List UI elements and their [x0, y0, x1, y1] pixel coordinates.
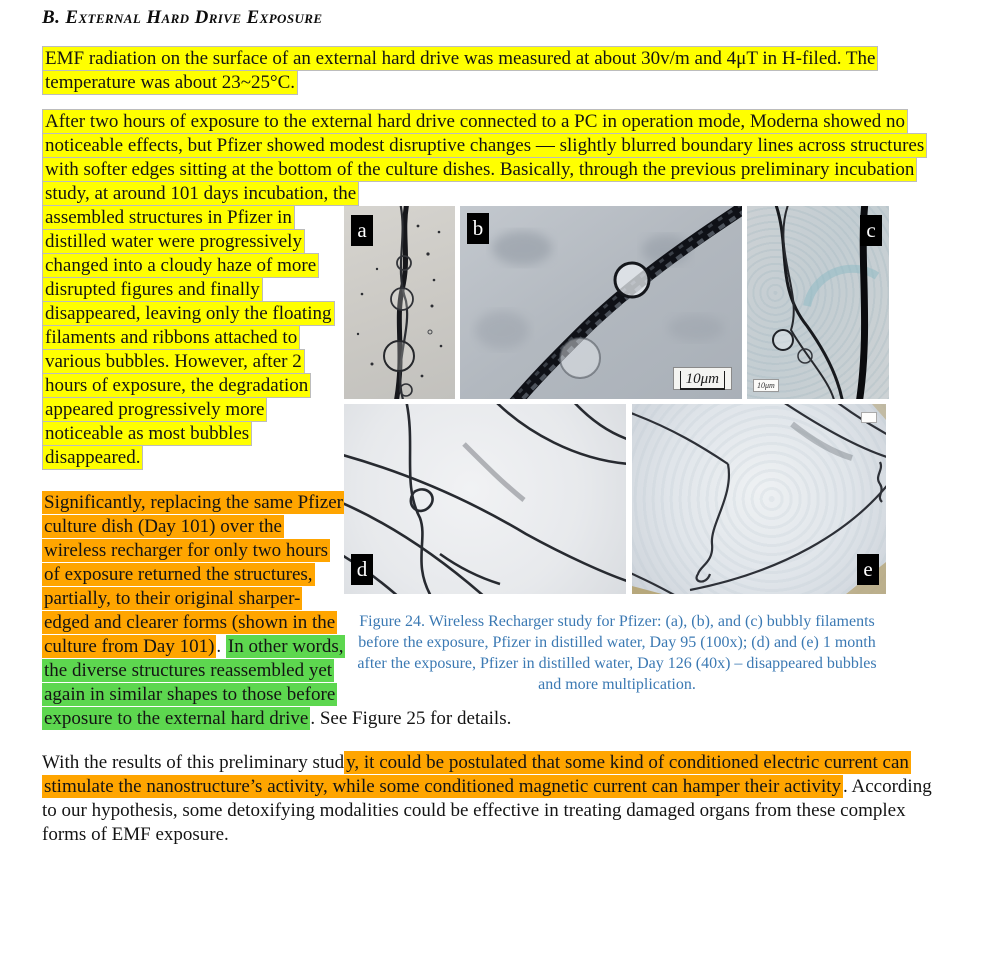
panel-label-c: c — [860, 215, 882, 246]
highlighted-text-yellow: assembled structures in Pfizer in distilled water were progressively changed into a cloudy haze of more disrupted figures and finally disappeared, leaving only the floating filaments and ribbons attached to various bubbles. However, after 2 hours of exposure, the degradation appeared progressively more noticeable as most bubbles disappeared. — [42, 205, 335, 470]
scale-chip-small — [861, 412, 877, 423]
highlighted-text-green: In other words, the diverse structures reassembled yet again in similar shapes to those before exposure to the external hard drive — [44, 636, 344, 729]
section-heading: B. External Hard Drive Exposure — [42, 7, 323, 28]
micrograph-panel-b — [460, 206, 742, 399]
scale-bar-10um — [673, 367, 732, 390]
figure-24 — [344, 206, 940, 695]
panel-label-b: b — [467, 213, 489, 244]
paragraph-conclusion — [42, 751, 940, 847]
plain-text: With the results of this preliminary stud — [42, 752, 345, 773]
panel-label-e: e — [857, 554, 879, 585]
figure-caption: Figure 24. Wireless Recharger study for Pfizer: (a), (b), and (c) bubbly filaments before the exposure, Pfizer in distilled water, Day 95 (100x); (d) and (e) 1 month after the exposure, Pfizer in distilled water, Day 126 (40x) – disappeared bubbles and more multiplication. — [357, 613, 877, 693]
panel-label-a: a — [351, 215, 373, 246]
highlighted-text-yellow: After two hours of exposure to the external hard drive connected to a PC in operation mode, Moderna showed no noticeable effects, but Pfizer showed modest disruptive changes — slightly blurred boundary lines across structures with softer edges sitting at the bottom of the culture dishes. Basically, through the previous preliminary incubation study, at around 101 days incubation, the — [42, 109, 927, 206]
plain-text: . — [216, 636, 226, 657]
micrograph-panel-d — [344, 404, 626, 594]
micrograph-panel-c — [747, 206, 889, 399]
highlighted-text-orange: Significantly, replacing the same Pfizer culture dish (Day 101) over the wireless recharger for only two hours of exposure returned the structures, partially, to their original sharper-edged and clearer forms (shown in the culture from Day 101) — [44, 492, 343, 657]
micrograph-panel-a — [344, 206, 455, 399]
plain-text: . See Figure 25 for details. — [310, 708, 512, 729]
panel-label-d: d — [351, 554, 373, 585]
micrograph-d-image — [344, 404, 626, 594]
scale-chip-10um: 10μm — [753, 379, 779, 392]
paragraph-emf-measurement — [42, 47, 940, 95]
paragraph-exposure-intro — [42, 110, 940, 206]
micrograph-panel-e — [632, 404, 886, 594]
scale-bar-text: 10μm — [680, 371, 725, 390]
plain-text: . According to our hypothesis, some detoxifying modalities could be effective in treating damaged organs from these complex forms of EMF exposure. — [42, 776, 932, 845]
highlighted-text-orange: y, it could be postulated that some kind of conditioned electric current can stimulate the nanostructure’s activity, while some conditioned magnetic current can hamper their activity — [44, 752, 909, 797]
highlighted-text-yellow: EMF radiation on the surface of an external hard drive was measured at about 30v/m and 4μT in H-filed. The temperature was about 23~25°C. — [42, 46, 878, 95]
figure-24-panels — [344, 206, 890, 695]
figure-row-top — [344, 206, 890, 399]
micrograph-e-image — [632, 404, 886, 594]
figure-row-bottom — [344, 404, 890, 594]
